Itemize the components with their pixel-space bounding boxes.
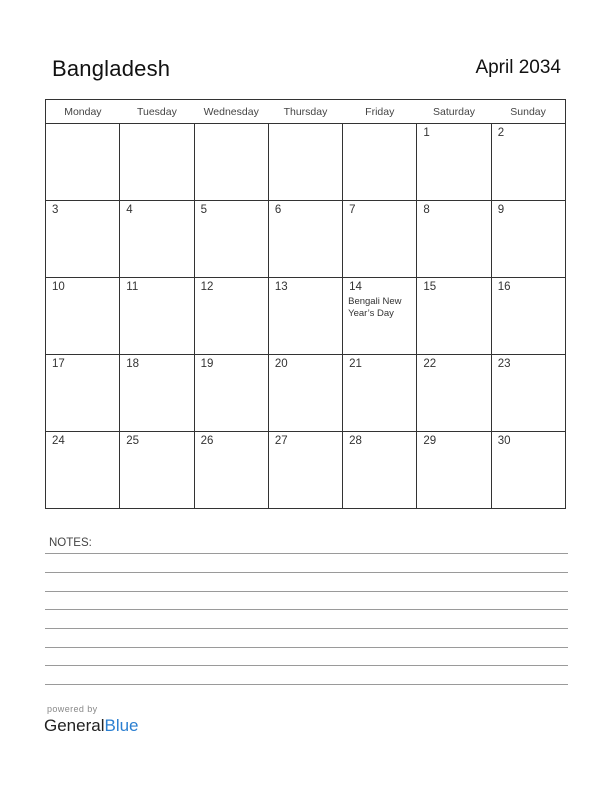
day-number: 11 [126, 281, 139, 293]
day-cell [194, 278, 268, 355]
day-cell [417, 124, 491, 201]
day-cell [343, 432, 417, 509]
day-cell [491, 201, 565, 278]
day-cell [417, 432, 491, 509]
day-cell [120, 201, 194, 278]
weekday-friday: Friday [343, 100, 417, 124]
day-cell [46, 355, 120, 432]
day-number: 30 [497, 435, 511, 447]
day-number: 19 [200, 358, 214, 370]
day-number: 7 [349, 204, 356, 216]
empty-day-cell [268, 124, 342, 201]
day-cell [343, 355, 417, 432]
day-number: 13 [274, 281, 288, 293]
notes-line [45, 591, 568, 592]
generalblue-logo [44, 716, 139, 736]
day-cell [491, 278, 565, 355]
day-number: 5 [200, 204, 207, 216]
day-number: 14 [349, 281, 362, 293]
weekday-saturday: Saturday [417, 100, 491, 124]
day-number: 3 [52, 204, 59, 216]
notes-label: NOTES: [49, 537, 92, 549]
day-cell [120, 432, 194, 509]
notes-line [45, 572, 568, 573]
day-number: 16 [497, 281, 511, 293]
weekday-monday: Monday [46, 100, 120, 124]
weekday-sunday: Sunday [491, 100, 565, 124]
day-number: 27 [274, 435, 288, 447]
day-cell [417, 355, 491, 432]
day-cell [268, 278, 342, 355]
notes-line [45, 684, 568, 685]
day-number: 26 [200, 435, 214, 447]
day-cell [194, 355, 268, 432]
weekday-thursday: Thursday [268, 100, 342, 124]
day-cell [268, 201, 342, 278]
week-row [46, 124, 566, 201]
day-cell [268, 355, 342, 432]
weekday-header-row [46, 100, 566, 124]
day-number: 17 [52, 358, 65, 370]
day-number: 25 [126, 435, 140, 447]
notes-line [45, 665, 568, 666]
holiday-label: Bengali New Year’s Day [348, 296, 402, 319]
day-number: 6 [274, 204, 282, 216]
day-cell [46, 278, 120, 355]
day-cell [46, 201, 120, 278]
notes-line [45, 553, 568, 554]
day-cell [491, 432, 565, 509]
calendar-body [46, 124, 566, 509]
day-number: 28 [349, 435, 362, 447]
week-row [46, 432, 566, 509]
day-cell [46, 432, 120, 509]
empty-day-cell [194, 124, 268, 201]
brand-general: General [44, 716, 105, 735]
day-number: 2 [497, 127, 505, 139]
day-cell [120, 278, 194, 355]
day-cell [343, 201, 417, 278]
day-number: 10 [52, 281, 65, 293]
week-row [46, 355, 566, 432]
day-number: 15 [423, 281, 437, 293]
empty-day-cell [343, 124, 417, 201]
country-title: Bangladesh [52, 56, 171, 81]
weekday-tuesday: Tuesday [120, 100, 194, 124]
week-row [46, 201, 566, 278]
notes-line [45, 647, 568, 648]
day-cell [417, 278, 491, 355]
day-number: 8 [423, 204, 430, 216]
day-number: 29 [423, 435, 437, 447]
week-row [46, 278, 566, 355]
calendar-grid [45, 99, 566, 509]
notes-line [45, 628, 568, 629]
day-number: 9 [497, 204, 505, 216]
day-number: 4 [126, 204, 133, 216]
day-cell [491, 355, 565, 432]
day-number: 23 [497, 358, 511, 370]
day-cell [417, 201, 491, 278]
brand-blue: Blue [104, 716, 139, 735]
weekday-wednesday: Wednesday [194, 100, 268, 124]
month-year-title: April 2034 [475, 57, 561, 78]
day-number: 21 [349, 358, 362, 370]
empty-day-cell [46, 124, 120, 201]
day-number: 18 [126, 358, 140, 370]
day-number: 22 [423, 358, 437, 370]
day-number: 1 [423, 127, 430, 139]
day-cell [120, 355, 194, 432]
day-number: 20 [274, 358, 288, 370]
day-number: 24 [52, 435, 65, 447]
day-cell [194, 201, 268, 278]
day-cell [194, 432, 268, 509]
day-cell [491, 124, 565, 201]
empty-day-cell [120, 124, 194, 201]
day-cell [343, 278, 417, 355]
notes-line [45, 609, 568, 610]
day-cell [268, 432, 342, 509]
day-number: 12 [200, 281, 214, 293]
powered-by-text: powered by [47, 704, 98, 714]
